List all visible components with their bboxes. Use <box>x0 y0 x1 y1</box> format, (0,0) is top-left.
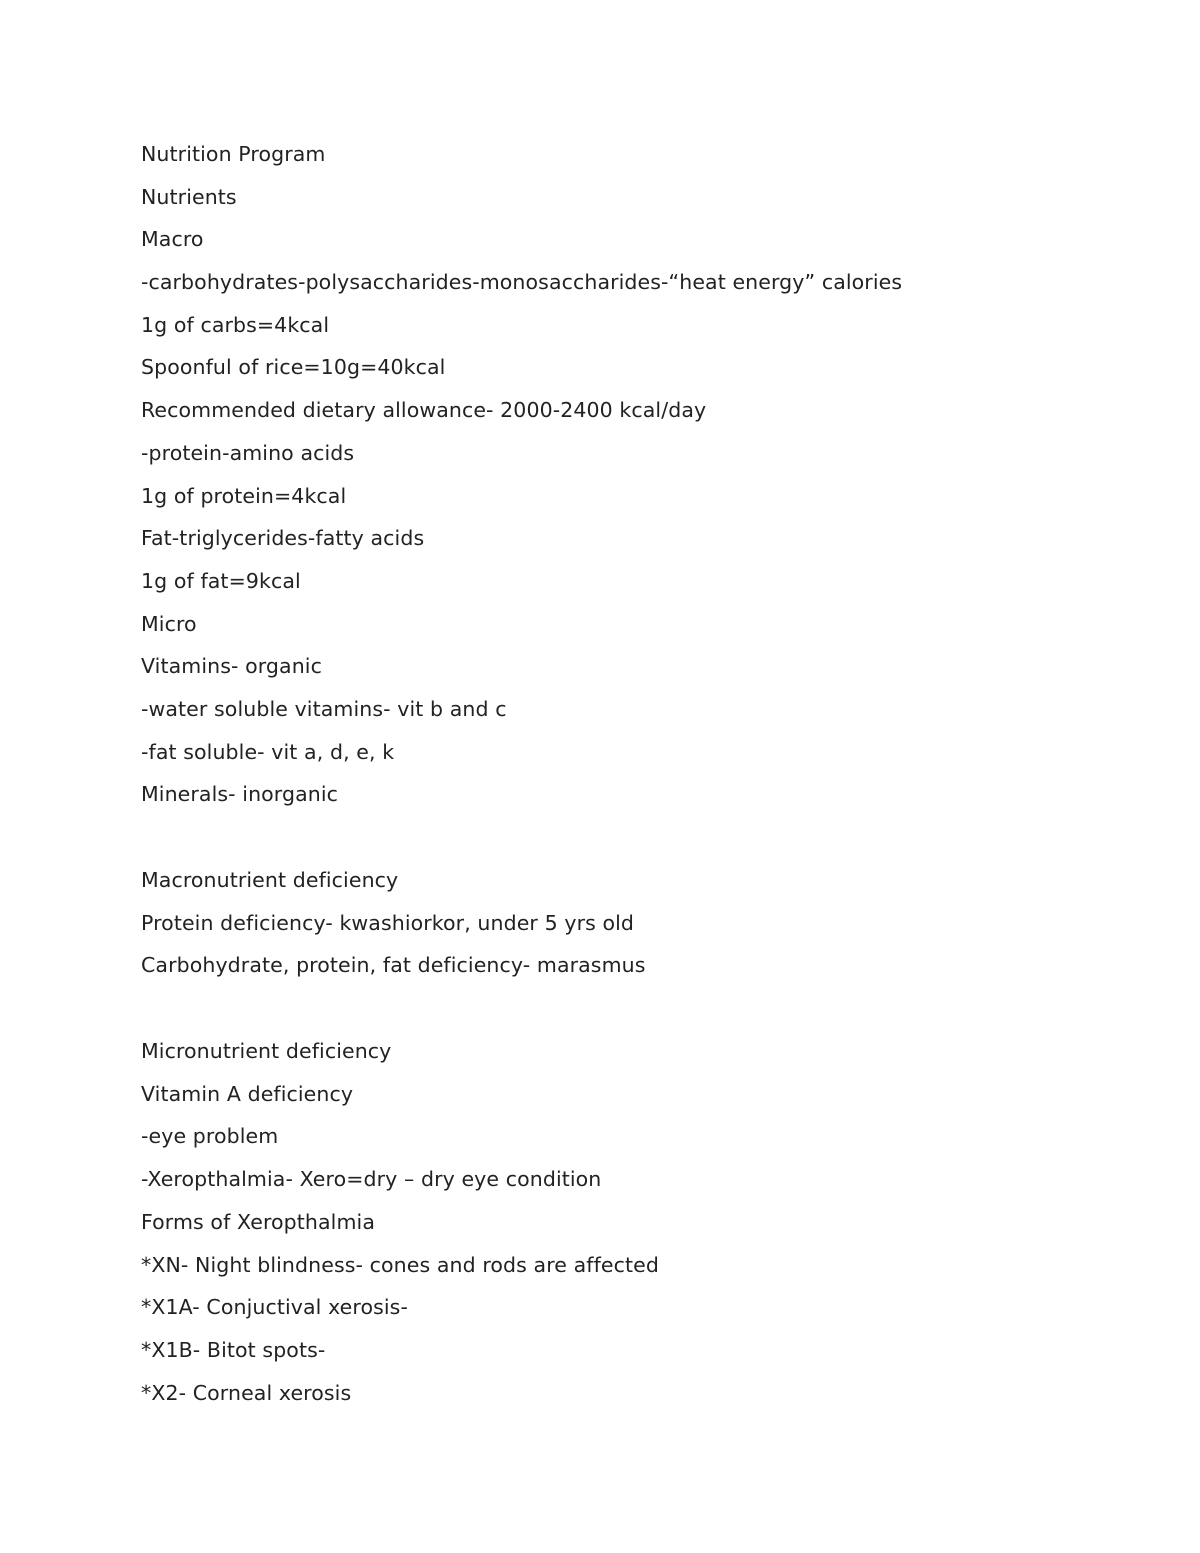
text-line: -Xeropthalmia- Xero=dry – dry eye condition <box>141 1167 602 1192</box>
text-line: Vitamins- organic <box>141 654 322 679</box>
section-heading: Micronutrient deficiency <box>141 1039 392 1064</box>
text-line: -eye problem <box>141 1124 279 1149</box>
text-line: Minerals- inorganic <box>141 782 339 807</box>
text-line: Macro <box>141 227 204 252</box>
document-title: Nutrition Program <box>141 142 326 166</box>
text-line: -water soluble vitamins- vit b and c <box>141 696 507 721</box>
text-line: Spoonful of rice=10g=40kcal <box>141 355 446 380</box>
blank-line <box>141 822 1141 865</box>
text-line: Forms of Xeropthalmia <box>141 1209 375 1234</box>
text-line: Vitamin A deficiency <box>141 1081 354 1106</box>
text-line: Nutrients <box>141 184 237 209</box>
text-line: *X2- Corneal xerosis <box>141 1380 352 1405</box>
text-line: Carbohydrate, protein, fat deficiency- marasmus <box>141 953 646 978</box>
document-body <box>141 139 1141 1420</box>
section-heading: Macronutrient deficiency <box>141 868 399 892</box>
text-line: Micro <box>141 611 197 636</box>
text-line: -carbohydrates-polysaccharides-monosaccharides-“heat energy” calories <box>141 270 903 295</box>
blank-line <box>141 993 1141 1036</box>
text-line: Protein deficiency- kwashiorkor, under 5 yrs old <box>141 910 635 935</box>
text-line: *X1B- Bitot spots- <box>141 1337 326 1362</box>
text-line: 1g of protein=4kcal <box>141 483 347 508</box>
text-line: *XN- Night blindness- cones and rods are affected <box>141 1252 659 1277</box>
text-line: -protein-amino acids <box>141 440 355 465</box>
text-line: 1g of fat=9kcal <box>141 568 301 593</box>
text-line: *X1A- Conjuctival xerosis- <box>141 1295 408 1320</box>
text-line: Recommended dietary allowance- 2000-2400 kcal/day <box>141 398 707 423</box>
text-line: -fat soluble- vit a, d, e, k <box>141 739 395 764</box>
text-line: 1g of carbs=4kcal <box>141 312 330 337</box>
text-line: Fat-triglycerides-fatty acids <box>141 526 425 551</box>
